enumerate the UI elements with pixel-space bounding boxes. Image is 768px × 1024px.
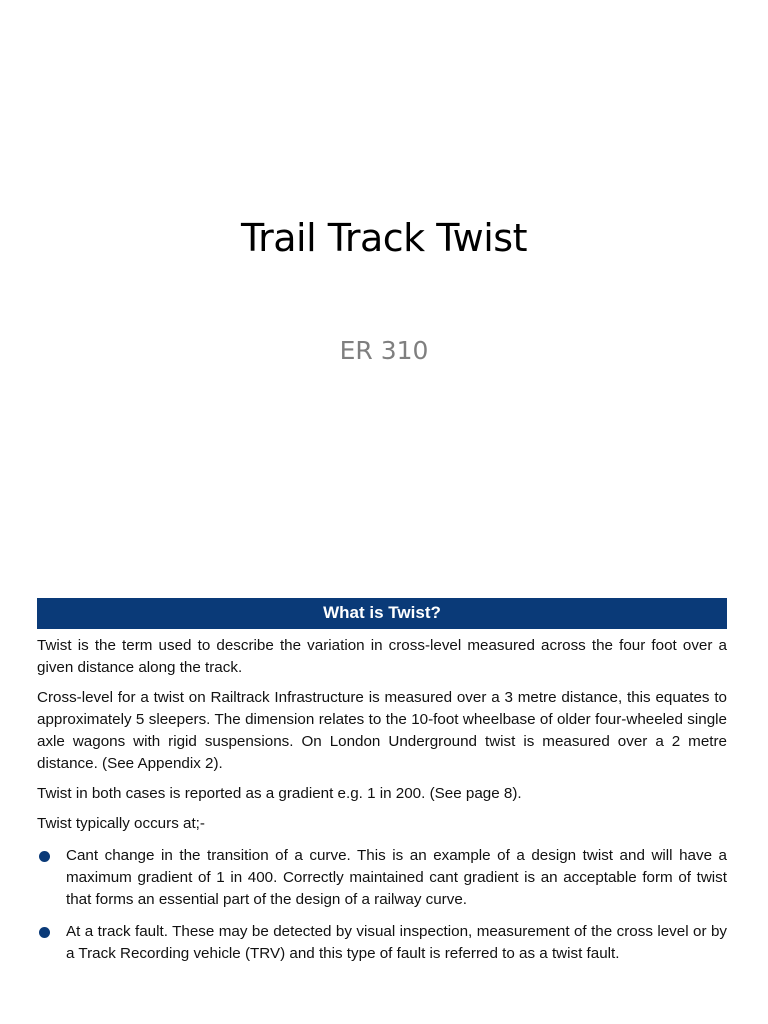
slide-subtitle: ER 310 (339, 336, 429, 365)
paragraph-cross-level: Cross-level for a twist on Railtrack Infrastructure is measured over a 3 metre distance, this equates to approximately 5 sleepers. The dimension relates to the 10-foot wheelbase of older four-wheeled single axle wagons with rigid suspensions. On London Underground twist is measured over a 2 metre distance. (See Appendix 2). (37, 689, 727, 772)
paragraph-gradient: Twist in both cases is reported as a gradient e.g. 1 in 200. (See page 8). (37, 785, 522, 802)
list-item (37, 845, 727, 911)
paragraph-definition: Twist is the term used to describe the variation in cross-level measured across the four foot over a given distance along the track. (37, 637, 727, 676)
list-item-text: At a track fault. These may be detected by visual inspection, measurement of the cross level or by a Track Recording vehicle (TRV) and this type of fault is referred to as a twist fault. (66, 923, 727, 962)
bullet-dot-icon (39, 851, 50, 862)
list-item (37, 921, 727, 965)
paragraph-occurs-at: Twist typically occurs at;- (37, 815, 205, 832)
slide-title: Trail Track Twist (241, 216, 527, 260)
list-item-text: Cant change in the transition of a curve. This is an example of a design twist and will have a maximum gradient of 1 in 400. Correctly maintained cant gradient is an acceptable form of twist that forms an essential part of the design of a railway curve. (66, 847, 727, 908)
section-header: What is Twist? (37, 598, 727, 629)
twist-causes-list (37, 845, 727, 965)
document-page (37, 598, 727, 1024)
bullet-dot-icon (39, 927, 50, 938)
